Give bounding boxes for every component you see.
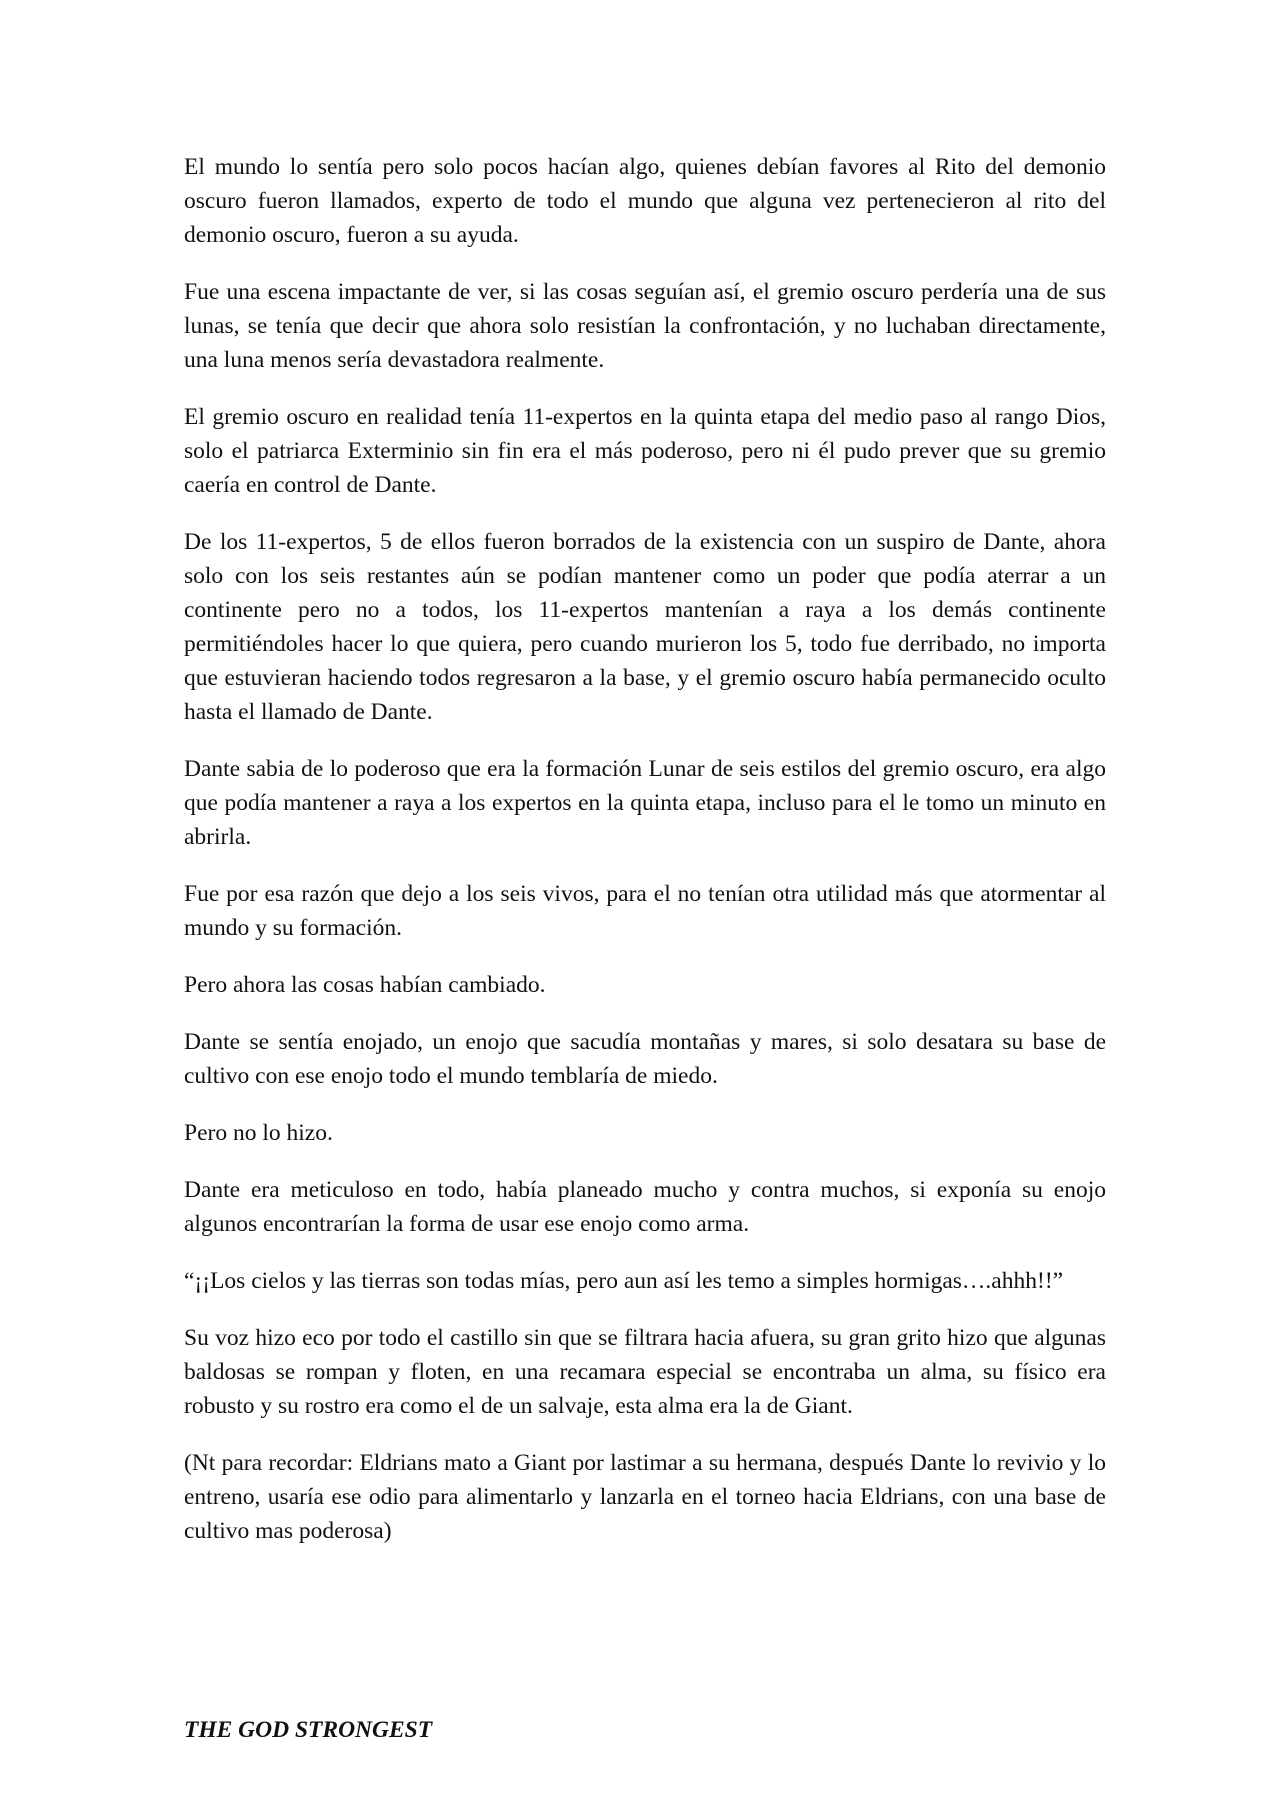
paragraph: El mundo lo sentía pero solo pocos hacían algo, quienes debían favores al Rito del demonio oscuro fueron llamados, experto de todo el mundo que alguna vez pertenecieron al rito del demonio oscuro, fueron a su ayuda.	[184, 154, 1106, 248]
page-footer-title: THE GOD STRONGEST	[184, 1717, 433, 1743]
paragraph: Fue una escena impactante de ver, si las cosas seguían así, el gremio oscuro perdería una de sus lunas, se tenía que decir que ahora solo resistían la confrontación, y no luchaban directamente, una luna menos sería devastadora realmente.	[184, 279, 1106, 373]
paragraph: (Nt para recordar: Eldrians mato a Giant por lastimar a su hermana, después Dante lo revivio y lo entreno, usaría ese odio para alimentarlo y lanzarla en el torneo hacia Eldrians, con una base de cultivo mas poderosa)	[184, 1450, 1106, 1544]
paragraph: Su voz hizo eco por todo el castillo sin que se filtrara hacia afuera, su gran grito hizo que algunas baldosas se rompan y floten, en una recamara especial se encontraba un alma, su físico era robusto y su rostro era como el de un salvaje, esta alma era la de Giant.	[184, 1325, 1106, 1419]
paragraph: Fue por esa razón que dejo a los seis vivos, para el no tenían otra utilidad más que atormentar al mundo y su formación.	[184, 881, 1106, 941]
document-body	[184, 150, 1106, 1571]
paragraph: Pero ahora las cosas habían cambiado.	[184, 972, 546, 998]
paragraph: Dante era meticuloso en todo, había planeado mucho y contra muchos, si exponía su enojo algunos encontrarían la forma de usar ese enojo como arma.	[184, 1177, 1106, 1237]
paragraph: “¡¡Los cielos y las tierras son todas mías, pero aun así les temo a simples hormigas….ahhh!!”	[184, 1268, 1064, 1294]
paragraph: Dante se sentía enojado, un enojo que sacudía montañas y mares, si solo desatara su base de cultivo con ese enojo todo el mundo temblaría de miedo.	[184, 1029, 1106, 1089]
paragraph: Dante sabia de lo poderoso que era la formación Lunar de seis estilos del gremio oscuro, era algo que podía mantener a raya a los expertos en la quinta etapa, incluso para el le tomo un minuto en abrirla.	[184, 756, 1106, 850]
paragraph: Pero no lo hizo.	[184, 1120, 333, 1146]
paragraph: De los 11-expertos, 5 de ellos fueron borrados de la existencia con un suspiro de Dante, ahora solo con los seis restantes aún se podían mantener como un poder que podía aterrar a un continente pero no a todos, los 11-expertos mantenían a raya a los demás continente permitiéndoles hacer lo que quiera, pero cuando murieron los 5, todo fue derribado, no importa que estuvieran haciendo todos regresaron a la base, y el gremio oscuro había permanecido oculto hasta el llamado de Dante.	[184, 529, 1106, 725]
paragraph: El gremio oscuro en realidad tenía 11-expertos en la quinta etapa del medio paso al rango Dios, solo el patriarca Exterminio sin fin era el más poderoso, pero ni él pudo prever que su gremio caería en control de Dante.	[184, 404, 1106, 498]
